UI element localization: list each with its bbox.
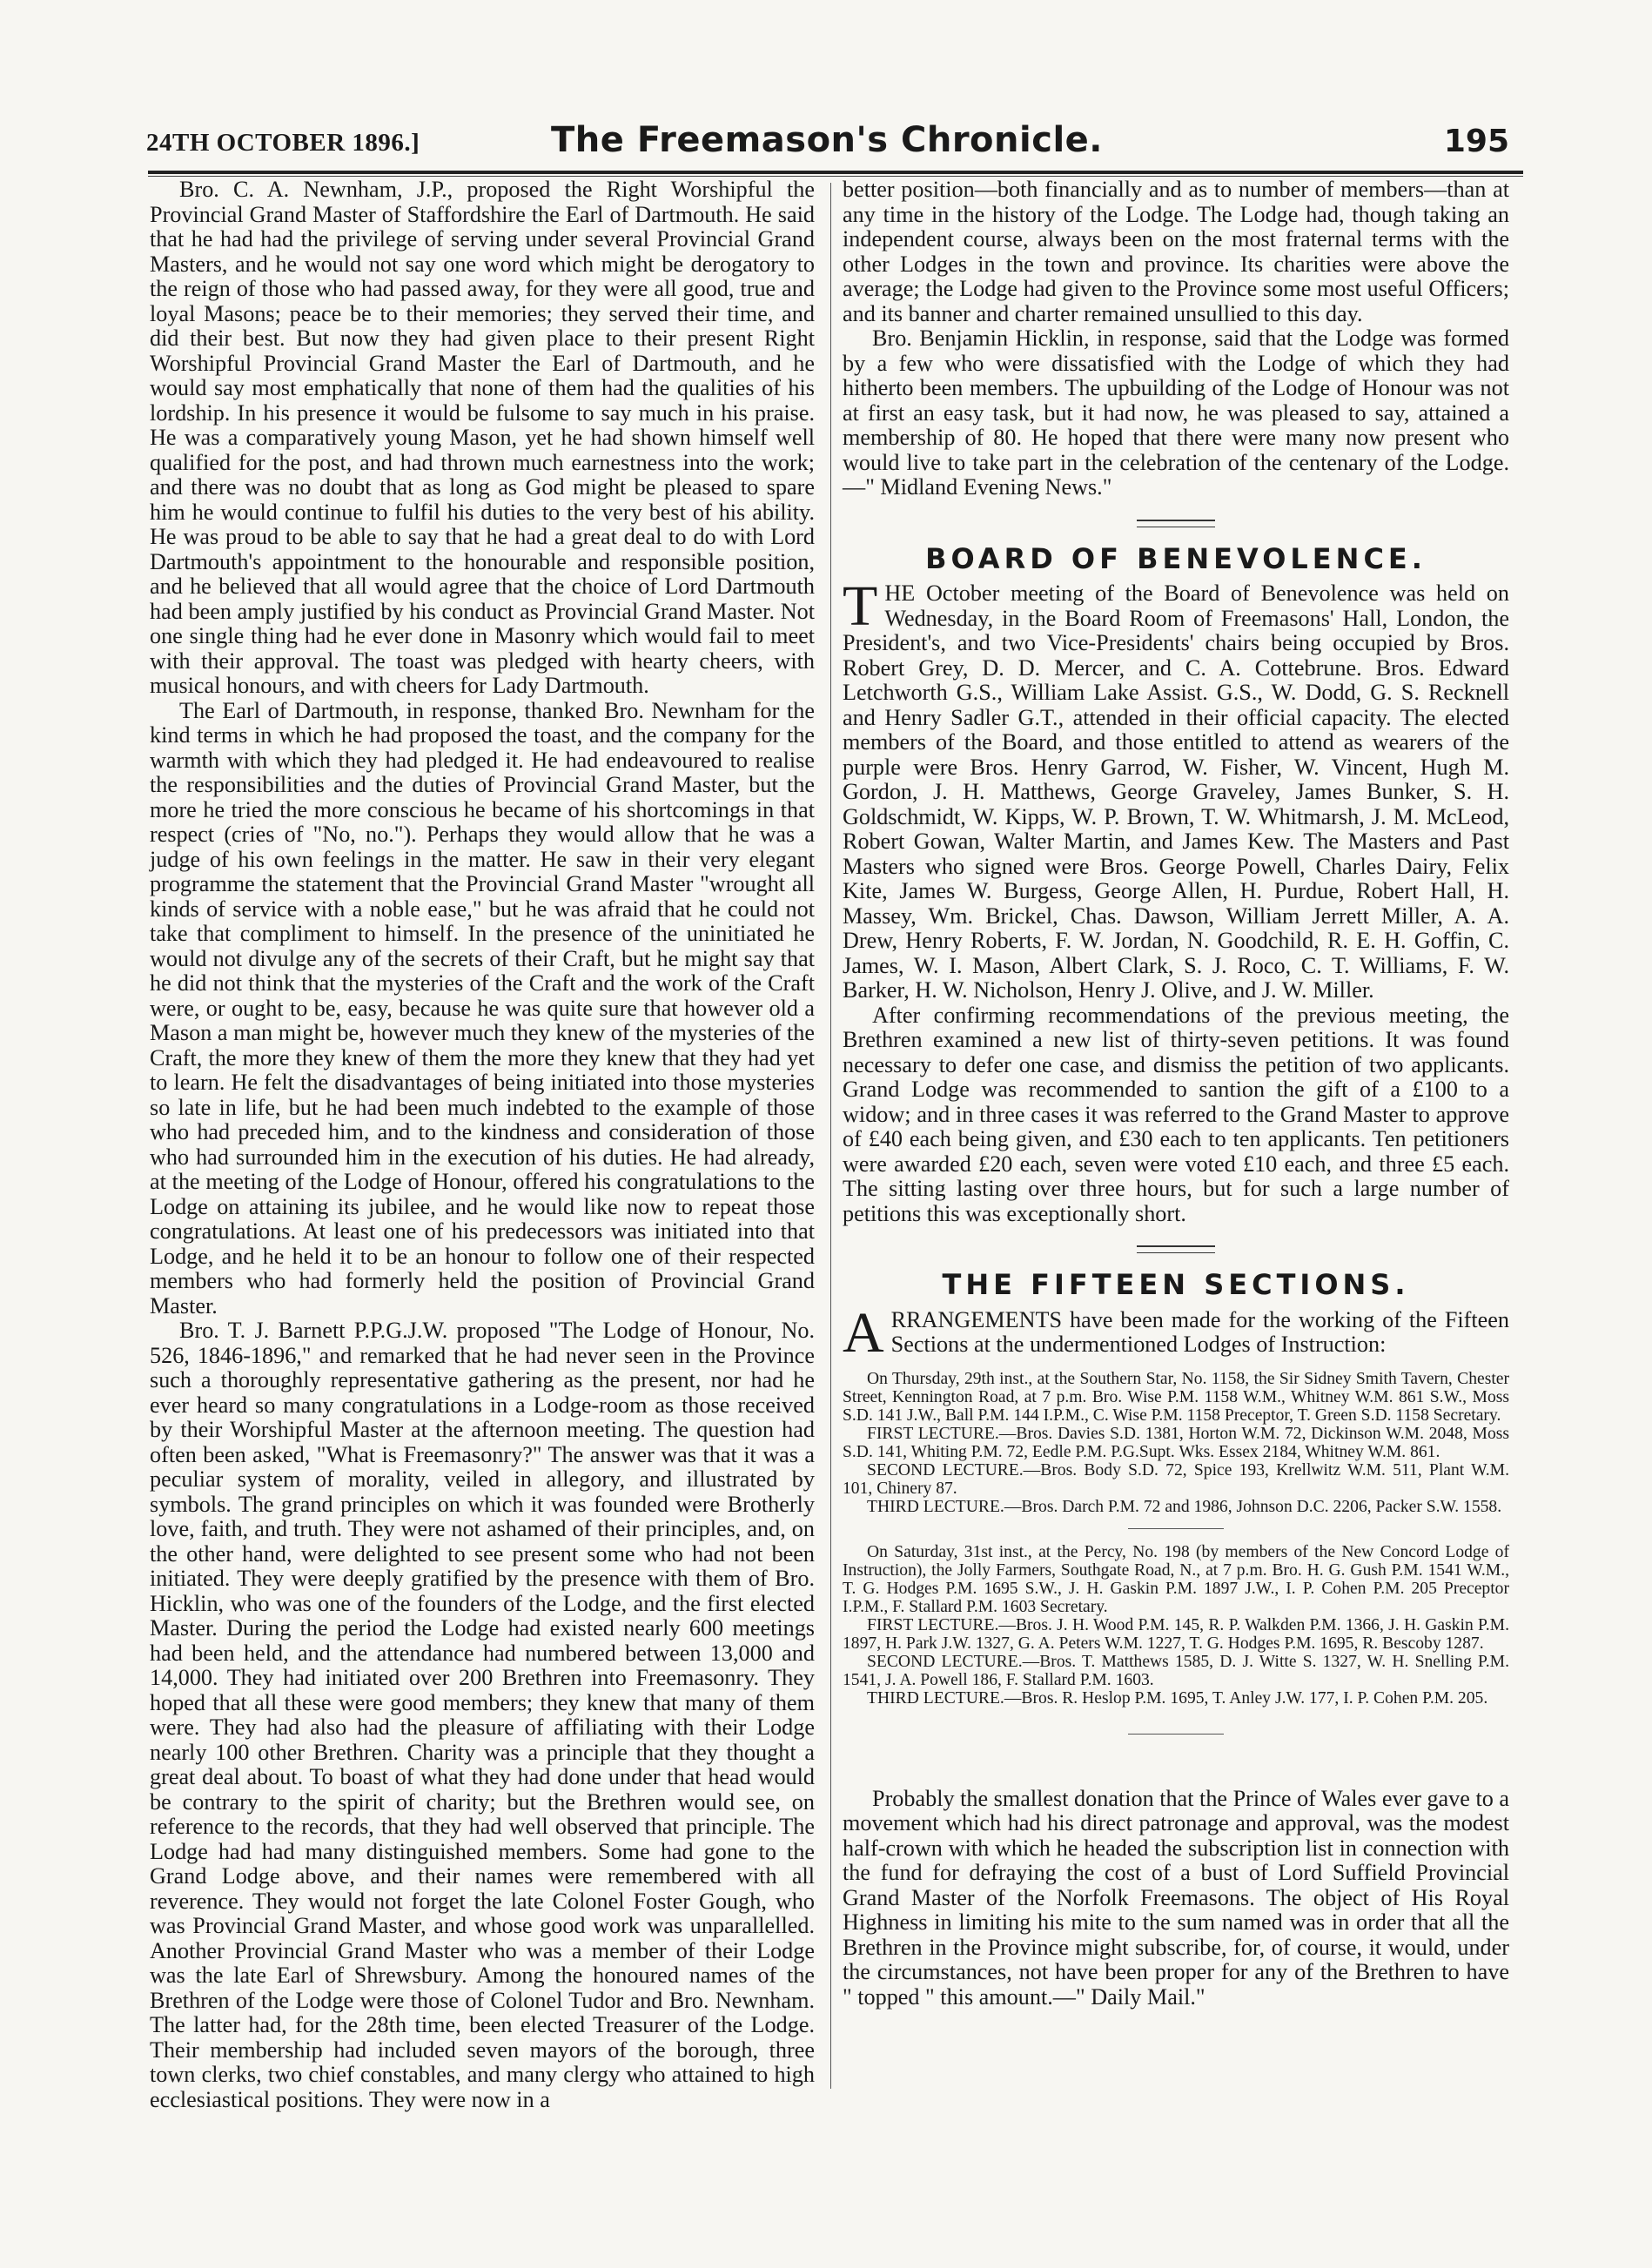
section-separator [1137, 1245, 1215, 1253]
short-separator [1128, 1528, 1224, 1529]
saturday-first-lecture: FIRST LECTURE.—Bros. J. H. Wood P.M. 145, R. P. Walkden P.M. 1366, J. H. Gaskin P.M. 1897, H. Park J.W. 1327, G. A. Peters W.M. 1227, T. G. Hodges P.M. 1695, R. Bescoby 1287. [843, 1615, 1510, 1653]
hicklin-response-paragraph: Bro. Benjamin Hicklin, in response, said that the Lodge was formed by a few who were dissatisfied with the Lodge of which they had hitherto been members. The upbuilding of the Lodge of Honour was not at first an easy task, but it had now, he was pleased to say, attained a membership of 80. He hoped that there were many now present who would live to take part in the celebration of the centenary of the Lodge.—" Midland Evening News." [843, 325, 1509, 500]
short-separator [1128, 1734, 1224, 1735]
saturday-third-lecture: THIRD LECTURE.—Bros. R. Heslop P.M. 1695, T. Anley J.W. 177, I. P. Cohen P.M. 205. [867, 1688, 1488, 1708]
board-paragraph-1 [843, 574, 1509, 1003]
fifteen-sections-intro [843, 1300, 1509, 1365]
fifteen-sections-heading: THE FIFTEEN SECTIONS. [942, 1268, 1410, 1301]
masthead-title: The Freemason's Chronicle. [551, 120, 1103, 160]
header-rule [148, 171, 1523, 174]
board-paragraph-1-text: HE October meeting of the Board of Benevolence was held on Wednesday, in the Board Room of Freemasons' Hall, London, the President's, and two Vice-Presidents' chairs being occupied by Bros. Robert Grey, D. D. Mercer, and C. A. Cottebrune. Bros. Edward Letchworth G.S., William Lake Assist. G.S., W. Dodd, G. S. Recknell and Henry Sadler G.T., attended in their official capacity. The elected members of the Board, and those entitled to attend as wearers of the purple were Bros. Henry Garrod, W. Fisher, W. Vincent, Hugh M. Gordon, J. H. Matthews, George Graveley, James Bunker, S. H. Goldschmidt, W. Kipps, W. P. Brown, T. W. Whitmarsh, J. M. McLeod, Robert Gowan, Walter Martin, and James Kew. The Masters and Past Masters who signed were Bros. George Powell, Charles Dairy, Felix Kite, James W. Burgess, George Allen, H. Purdue, Robert Hall, H. Massey, Wm. Brickel, Chas. Dawson, William Jerrett Miller, A. A. Drew, Henry Roberts, F. W. Jordan, N. Goodchild, R. E. H. Goffin, C. James, W. I. Mason, Albert Clark, S. J. Roco, C. T. Williams, F. W. Barker, H. W. Nicholson, Henry J. Olive, and J. W. Miller. [843, 580, 1509, 1003]
drop-cap: A [843, 1300, 884, 1365]
saturday-second-lecture: SECOND LECTURE.—Bros. T. Matthews 1585, D. J. Witte S. 1327, W. H. Snelling P.M. 1541, J. A. Powell 186, F. Stallard P.M. 1603. [843, 1652, 1510, 1689]
page-number: 195 [1443, 124, 1509, 159]
page-header [131, 111, 1523, 167]
saturday-arrangements [843, 1543, 1509, 1708]
spacer [843, 1748, 1509, 1787]
right-column [843, 178, 1509, 2010]
barnett-toast-paragraph: Bro. T. J. Barnett P.P.G.J.W. proposed "The Lodge of Honour, No. 526, 1846-1896," and remarked that he had never seen in the Province such a thoroughly representative gathering as the present, nor had he ever heard so many congratulations in a Lodge-room as those received by their Worshipful Master at the afternoon meeting. The question had often been asked, "What is Freemasonry?" The answer was that it was a peculiar system of morality, veiled in allegory, and illustrated by symbols. The grand principles on which it was founded were Brotherly love, faith, and truth. They were not ashamed of their principles, and, on the other hand, were delighted to see present some who had not been initiated. They were deeply gratified by the presence with them of Bro. Hicklin, who was one of the founders of the Lodge, and the first elected Master. During the period the Lodge had existed nearly 600 meetings had been held, and the attendance had numbered between 13,000 and 14,000. They had initiated over 200 Brethren into Freemasonry. They hoped that all these were good members; they knew that many of them were. They had also had the pleasure of affiliating with their Lodge nearly 100 other Brethren. Charity was a principle that they thought a great deal about. To boast of what they had done under that head would be contrary to the spirit of charity; but the Brethren would see, on reference to the records, that they had well observed that principle. The Lodge had had many distinguished members. Some had gone to the Grand Lodge above, and their names were remembered with all reverence. They would not forget the late Colonel Foster Gough, who was Provincial Grand Master, and whose good work was unparallelled. Another Provincial Grand Master who was a member of their Lodge was the late Earl of Shrewsbury. Among the honoured names of the Brethren of the Lodge were those of Colonel Tudor and Bro. Newnham. The latter had, for the 28th time, been elected Treasurer of the Lodge. Their membership had included seven mayors of the borough, three town clerks, two chief constables, and many clergy who attained to high ecclesiastical positions. They were now in a [150, 1318, 815, 2112]
fifteen-sections-intro-text: RRANGEMENTS have been made for the working of the Fifteen Sections at the undermentioned Lodges of Instruction: [890, 1306, 1509, 1357]
issue-date: 24TH OCTOBER 1896.] [146, 129, 420, 157]
board-of-benevolence-heading: BOARD OF BENEVOLENCE. [925, 541, 1427, 575]
thursday-second-lecture: SECOND LECTURE.—Bros. Body S.D. 72, Spice 193, Krellwitz W.M. 511, Plant W.M. 101, Chinery 87. [843, 1460, 1509, 1498]
dartmouth-response-paragraph: The Earl of Dartmouth, in response, thanked Bro. Newnham for the kind terms in which he had proposed the toast, and the company for the warmth with which they had pledged it. He had endeavoured to realise the responsibilities and the duties of Provincial Grand Master, but the more he tried the more conscious he became of his shortcomings in that respect (cries of "No, no."). Perhaps they would allow that he was a judge of his own feelings in the matter. He saw in their very elegant programme the statement that the Provincial Grand Master "wrought all kinds of service with a noble ease," but he was afraid that he could not take that compliment to himself. In the presence of the uninitiated he would not divulge any of the secrets of their Craft, but he might say that he did not think that the mysteries of the Craft and the work of the Craft were, or ought to be, easy, because he was quite sure that however old a Mason a man might be, however much they knew of the mysteries of the Craft, the more they knew of them the more they knew that they had yet to learn. He felt the disadvantages of being initiated into those mysteries so late in life, but he had been much indebted to the example of those who had preceded him, and to the kindness and consideration of those who had surrounded him in the execution of his duties. He had already, at the meeting of the Lodge of Honour, offered his congratulations to the Lodge on attaining its jubilee, and he would like now to repeat those congratulations. At least one of his predecessors was initiated into that Lodge, and he held it to be an honour to follow one of their respected members who had formerly held the position of Provincial Grand Master. [150, 697, 815, 1319]
saturday-lead: On Saturday, 31st inst., at the Percy, No. 198 (by members of the New Concord Lodge of Instruction), the Jolly Farmers, Southgate Road, N., at 7 p.m. Bro. H. G. Gush P.M. 1541 W.M., T. G. Hodges P.M. 1695 S.W., J. H. Gaskin P.M. 1897 J.W., I. P. Cohen P.M. 205 Preceptor I.P.M., F. Stallard P.M. 1603 Secretary. [843, 1542, 1509, 1616]
drop-cap: T [843, 574, 878, 638]
continuation-paragraph: better position—both financially and as to number of members—than at any time in the history of the Lodge. The Lodge had, though taking an independent course, always been on the most fraternal terms with the other Lodges in the town and province. Its charities were above the average; the Lodge had given to the Province some most useful Officers; and its banner and charter remained unsullied to this day. [843, 177, 1509, 326]
left-column [150, 178, 815, 2112]
newnham-toast-paragraph: Bro. C. A. Newnham, J.P., proposed the Right Worshipful the Provincial Grand Master of Staffordshire the Earl of Dartmouth. He said that he had had the privilege of serving under several Provincial Grand Masters, and he would not say one word which might be derogatory to the reign of those who had passed away, for they were all good, true and loyal Masons; peace be to their memories; they served their time, and did their best. But now they had given place to their present Right Worshipful Provincial Grand Master the Earl of Dartmouth, and he would say most emphatically that none of them had the qualities of his lordship. In his presence it would be fulsome to say much in his praise. He was a comparatively young Mason, yet he had shown himself well qualified for the post, and had thrown much earnestness into the work; and there was no doubt that as long as God might be pleased to spare him he would continue to fulfil his duties to the very best of his ability. He was proud to be able to say that he had a great deal to do with Lord Dartmouth's appointment to the honourable and responsible position, and he believed that all would agree that the choice of Lord Dartmouth had been amply justified by his conduct as Provincial Grand Master. Not one single thing had he ever done in Masonry which would fail to meet with their approval. The toast was pledged with hearty cheers, with musical honours, and with cheers for Lady Dartmouth. [150, 177, 815, 698]
thursday-lead: On Thursday, 29th inst., at the Southern Star, No. 1158, the Sir Sidney Smith Tavern, Chester Street, Kennington Road, at 7 p.m. Bro. Wise P.M. 1158 W.M., Whitney W.M. 861 S.W., Moss S.D. 141 J.W., Ball P.M. 144 I.P.M., C. Wise P.M. 1158 Preceptor, T. Green S.D. 1158 Secretary. [843, 1369, 1509, 1425]
board-paragraph-2: After confirming recommendations of the previous meeting, the Brethren examined a new list of thirty-seven petitions. It was found necessary to defer one case, and dismiss the petition of two applicants. Grand Lodge was recommended to santion the gift of a £100 to a widow; and in three cases it was referred to the Grand Master to approve of £40 each being given, and £30 each to ten applicants. Ten petitioners were awarded £20 each, seven were voted £10 each, and three £5 each. The sitting lasting over three hours, but for such a large number of petitions this was exceptionally short. [843, 1002, 1509, 1226]
thursday-third-lecture: THIRD LECTURE.—Bros. Darch P.M. 72 and 1986, Johnson D.C. 2206, Packer S.W. 1558. [867, 1497, 1502, 1516]
column-divider [830, 183, 831, 2089]
prince-of-wales-paragraph: Probably the smallest donation that the Prince of Wales ever gave to a movement which had his direct patronage and approval, was the modest half-crown with which he headed the subscription list in connection with the fund for defraying the cost of a bust of Lord Suffield Provincial Grand Master of the Norfolk Freemasons. The object of His Royal Highness in limiting his mite to the sum named was in order that all the Brethren in the Province might subscribe, for, of course, it would, under the circumstances, not have been proper for any of the Brethren to have " topped " this amount.—" Daily Mail." [843, 1785, 1509, 2010]
section-separator [1137, 520, 1215, 527]
thursday-first-lecture: FIRST LECTURE.—Bros. Davies S.D. 1381, Horton W.M. 72, Dickinson W.M. 2048, Moss S.D. 141, Whiting P.M. 72, Eedle P.M. P.G.Supt. Wks. Essex 2184, Whitney W.M. 861. [843, 1424, 1509, 1461]
thursday-arrangements [843, 1370, 1509, 1516]
